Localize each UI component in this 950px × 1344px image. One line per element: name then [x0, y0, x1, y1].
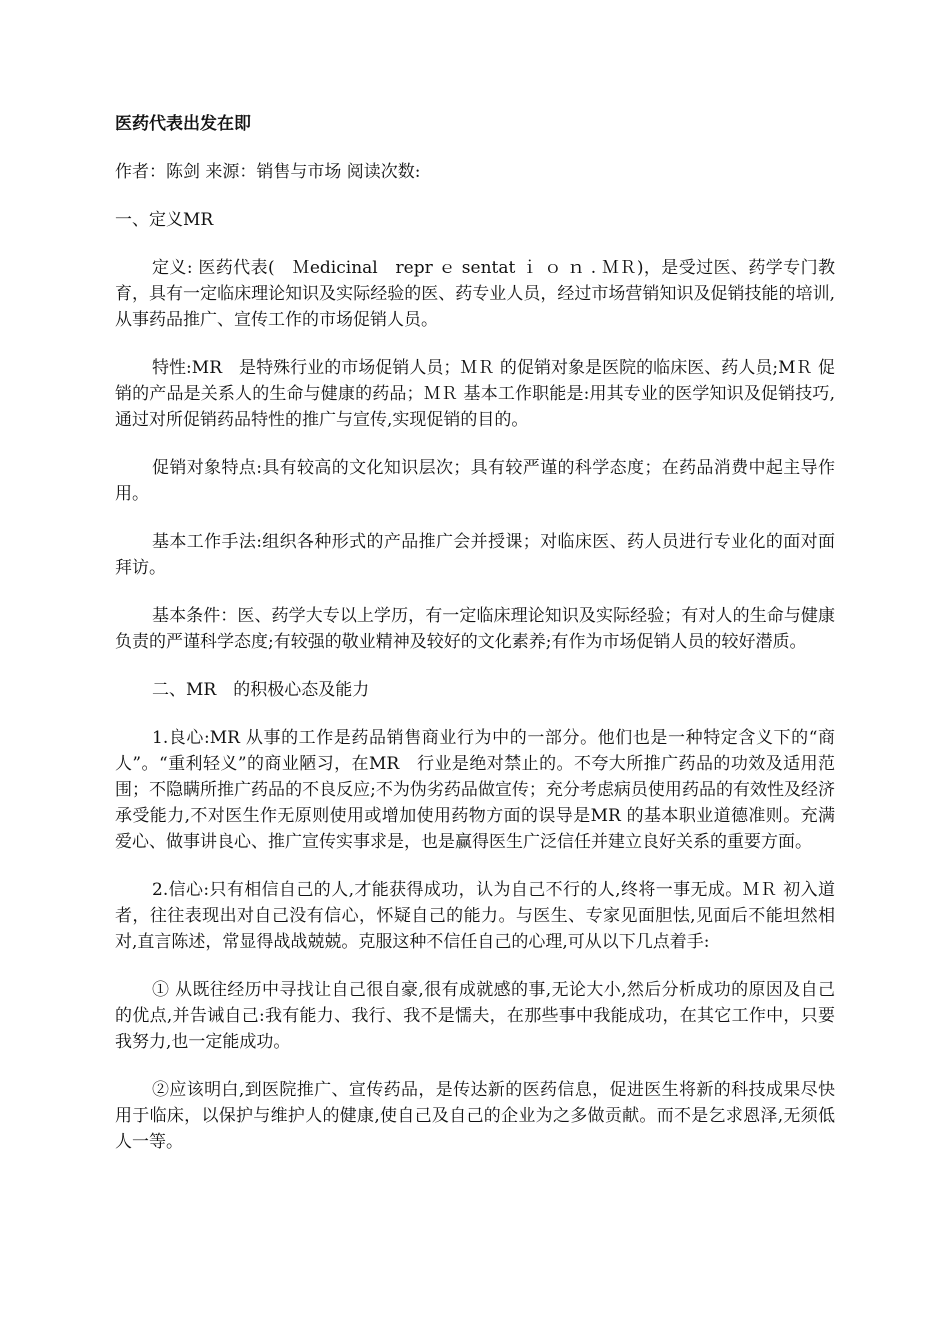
section-heading-attitude: 二、MR 的积极心态及能力 [152, 680, 370, 700]
paragraph-point-two: ②应该明白,到医院推广、宣传药品，是传达新的医药信息，促进医生将新的科技成果尽快用于临床，以保护与维护人的健康,使自己及自己的企业为之多做贡献。而不是乞求恩泽,无须低人一等。 [115, 1080, 835, 1152]
paragraph-conscience: 1.良心:MR 从事的工作是药品销售商业行为中的一部分。他们也是一种特定含义下的“商人”。“重利轻义”的商业陋习，在MR 行业是绝对禁止的。不夸大所推广药品的功效及适用范围；不隐瞒所推广药品的不良反应;不为伪劣药品做宣传；充分考虑病员使用药品的有效性及经济承受能力,不对医生作无原则使用或增加使用药物方面的误导是MR 的基本职业道德准则。充满爱心、做事讲良心、推广宣传实事求是，也是赢得医生广泛信任并建立良好关系的重要方面。 [115, 728, 835, 852]
paragraph-target-features: 促销对象特点:具有较高的文化知识层次；具有较严谨的科学态度；在药品消费中起主导作用。 [115, 458, 835, 504]
paragraph-confidence: 2.信心:只有相信自己的人,才能获得成功，认为自己不行的人,终将一事无成。ＭＲ 初入道者，往往表现出对自己没有信心，怀疑自己的能力。与医生、专家见面胆怯,见面后不能坦然相对,直言陈述，常显得战战兢兢。克服这种不信任自己的心理,可从以下几点着手: [115, 880, 835, 952]
paragraph-characteristics: 特性:MR 是特殊行业的市场促销人员；ＭＲ 的促销对象是医院的临床医、药人员;MＲ 促销的产品是关系人的生命与健康的药品；ＭＲ 基本工作职能是:用其专业的医学知识及促销技巧,通过对所促销药品特性的推广与宣传,实现促销的目的。 [115, 358, 835, 430]
article-meta: 作者：陈剑 来源：销售与市场 阅读次数: [115, 162, 421, 182]
section-heading-definition: 一、定义MR [115, 210, 214, 230]
document-title: 医药代表出发在即 [115, 114, 251, 134]
paragraph-definition: 定义: 医药代表( Ｍedicinal repr ｅ sentat ｉ ｏ ｎ . ＭＲ)，是受过医、药学专门教育，具有一定临床理论知识及实际经验的医、药专业人员，经过市场营销知识及促销技能的培训,从事药品推广、宣传工作的市场促销人员。 [115, 258, 835, 330]
paragraph-basic-conditions: 基本条件：医、药学大专以上学历，有一定临床理论知识及实际经验；有对人的生命与健康负责的严谨科学态度;有较强的敬业精神及较好的文化素养;有作为市场促销人员的较好潜质。 [115, 606, 835, 652]
paragraph-work-methods: 基本工作手法:组织各种形式的产品推广会并授课；对临床医、药人员进行专业化的面对面拜访。 [115, 532, 835, 578]
paragraph-point-one: ① 从既往经历中寻找让自己很自豪,很有成就感的事,无论大小,然后分析成功的原因及自己的优点,并告诫自己:我有能力、我行、我不是懦夫，在那些事中我能成功，在其它工作中，只要我努力,也一定能成功。 [115, 980, 835, 1052]
document-body [115, 111, 835, 1177]
